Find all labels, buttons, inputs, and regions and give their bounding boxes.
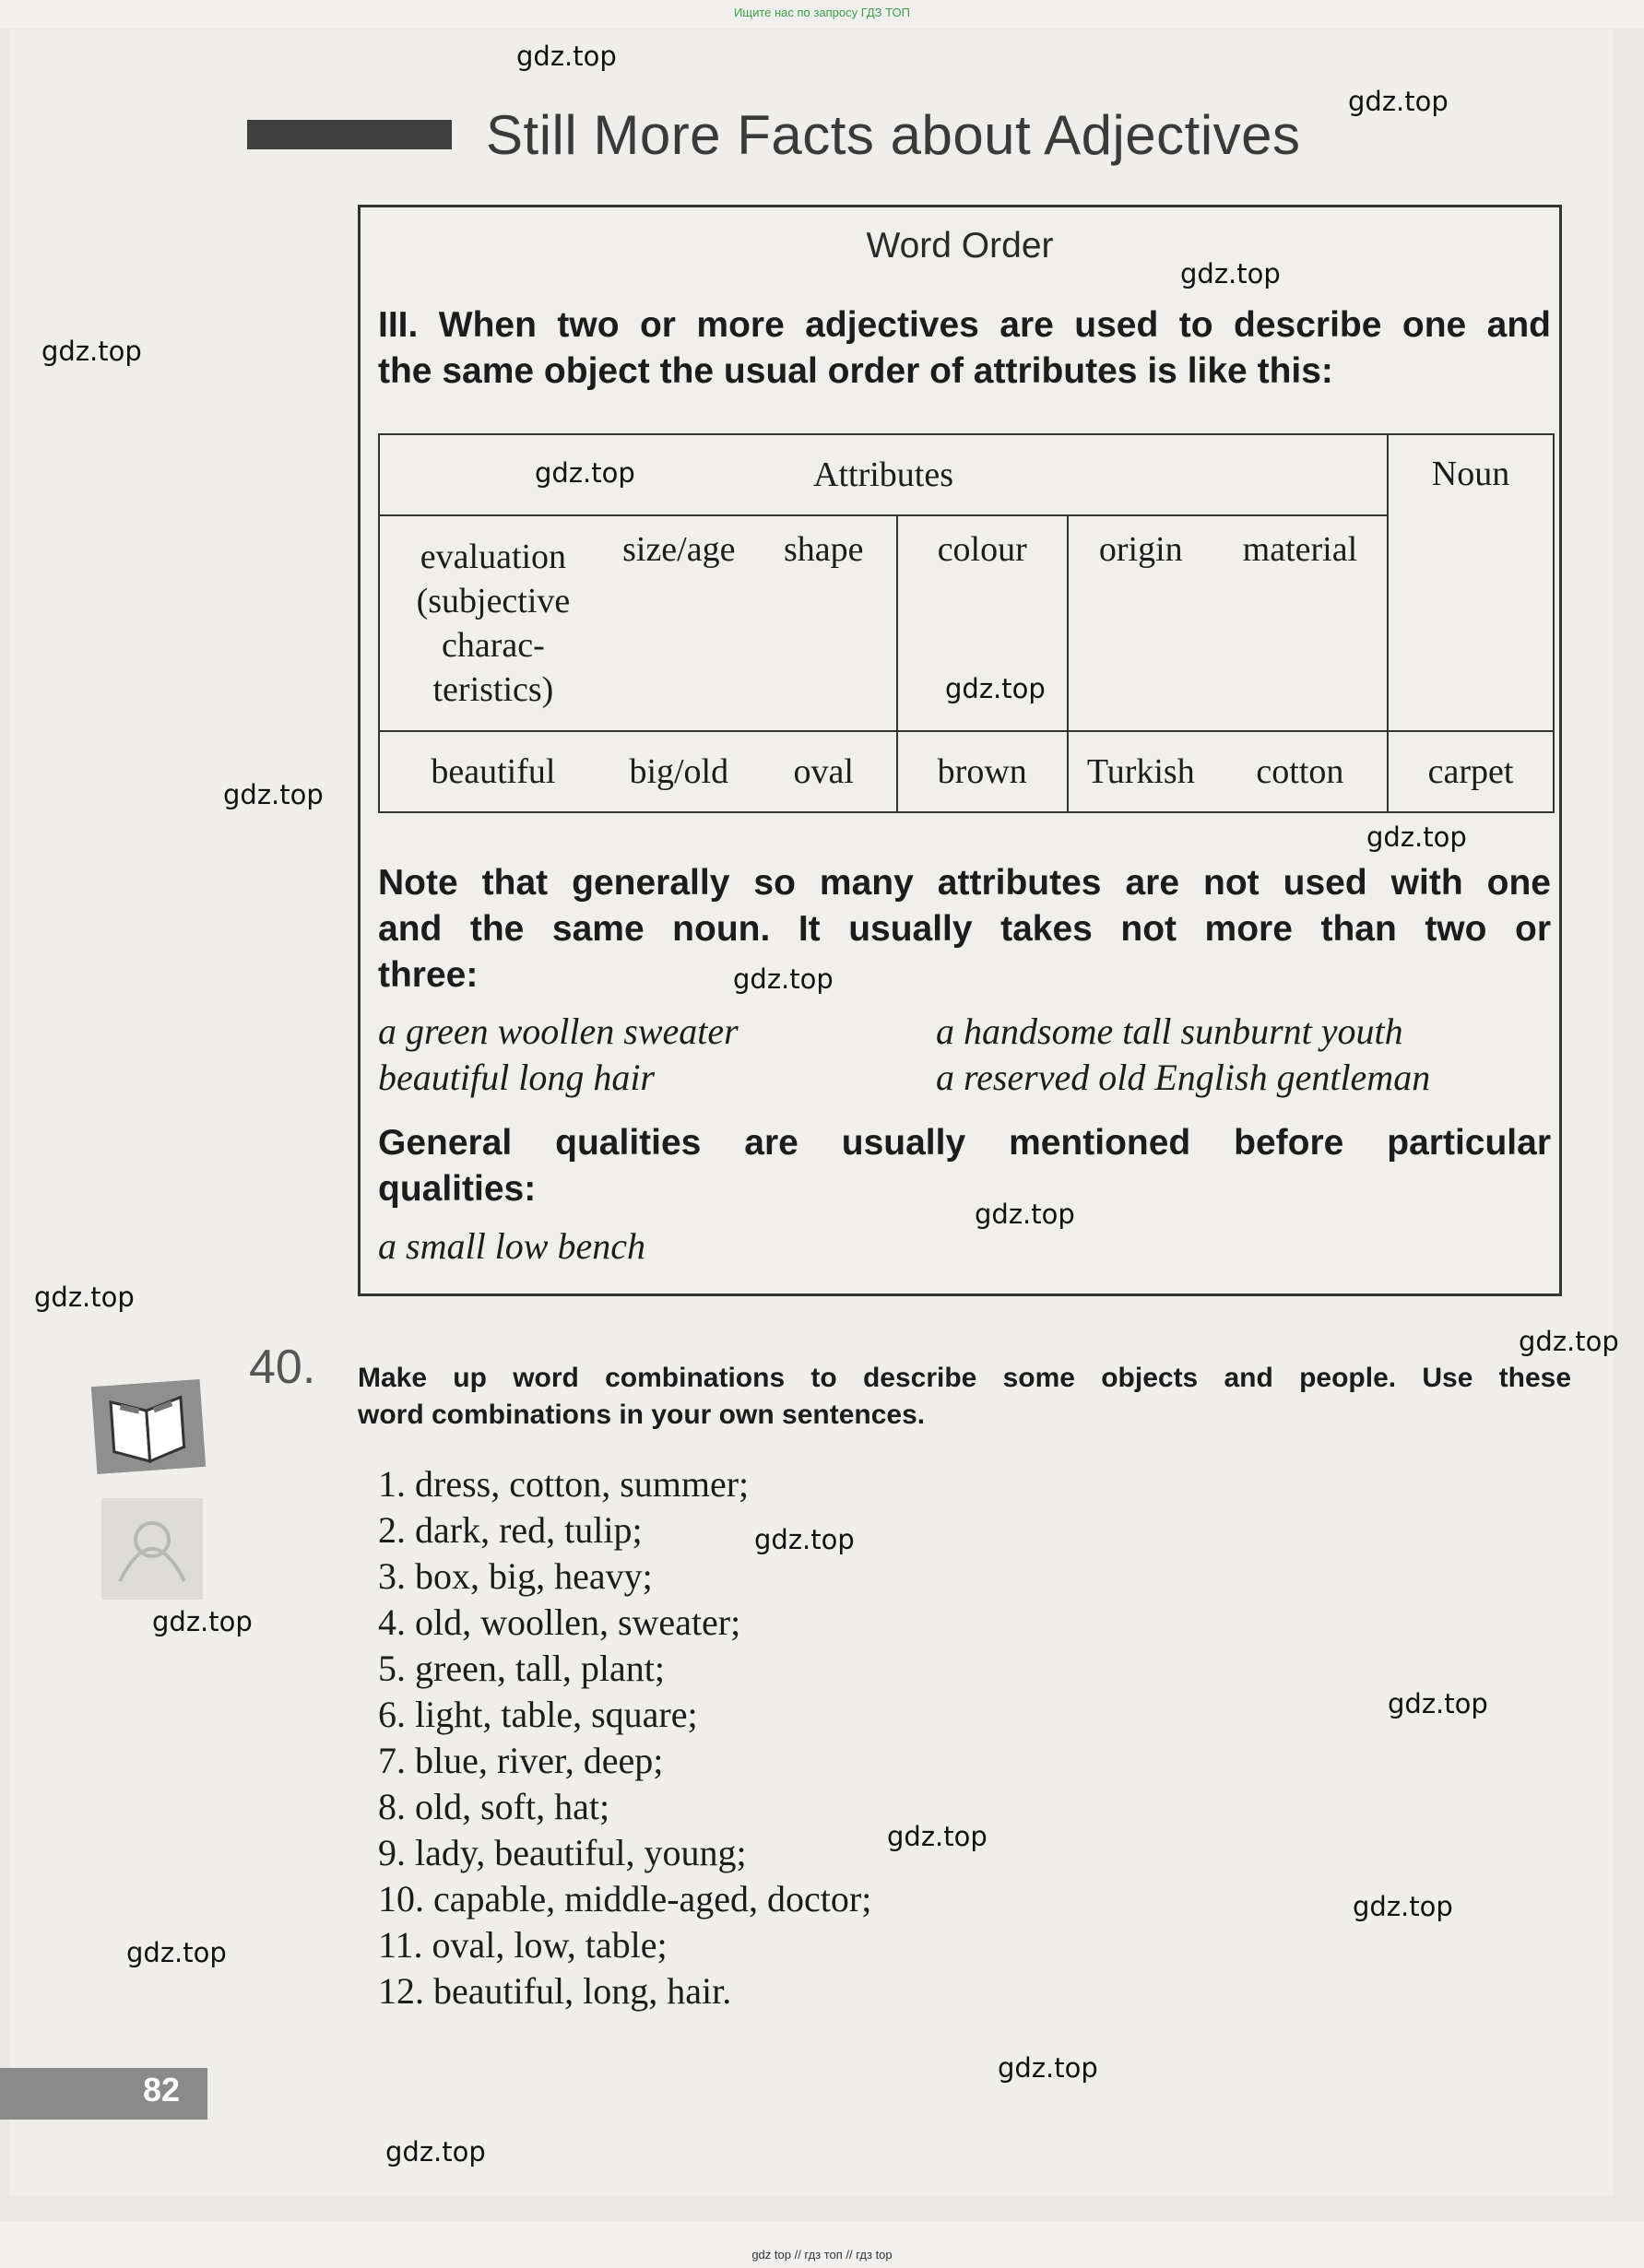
rule-line-1: III. When two or more adjectives are used to describe one and xyxy=(378,305,1551,345)
watermark: gdz.top xyxy=(1366,821,1467,853)
column-material: material xyxy=(1213,515,1388,731)
exercise-item: 2. dark, red, tulip; xyxy=(378,1509,643,1551)
exercise-item: 1. dress, cotton, summer; xyxy=(378,1463,750,1505)
watermark: gdz.top xyxy=(945,673,1046,704)
cell-carpet: carpet xyxy=(1388,731,1554,812)
example-left-1: a green woollen sweater xyxy=(378,1010,739,1052)
flower-icon xyxy=(101,1498,203,1600)
exercise-item: 6. light, table, square; xyxy=(378,1694,698,1735)
example-right-2: a reserved old English gentleman xyxy=(936,1057,1431,1098)
exercise-item: 10. capable, middle-aged, doctor; xyxy=(378,1878,872,1920)
exercise-item: 8. old, soft, hat; xyxy=(378,1786,610,1827)
rule-line-2: the same object the usual order of attributes is like this: xyxy=(378,351,1333,391)
page-title: Still More Facts about Adjectives xyxy=(486,104,1301,166)
watermark: gdz.top xyxy=(126,1937,227,1968)
general-line-2: qualities: xyxy=(378,1169,537,1209)
column-origin: origin xyxy=(1068,515,1213,731)
exercise-number: 40. xyxy=(249,1341,316,1394)
note-line-1: Note that generally so many attributes are not used with one xyxy=(378,863,1551,903)
title-bar-decoration xyxy=(247,120,452,149)
note-line-3: three: xyxy=(378,955,479,995)
watermark: gdz.top xyxy=(998,2052,1098,2084)
exercise-instruction-1: Make up word combinations to describe some objects and people. Use these xyxy=(358,1363,1571,1393)
bottom-banner[interactable]: gdz top // гдз топ // гдз top xyxy=(751,2248,893,2262)
cell-cotton: cotton xyxy=(1213,731,1388,812)
watermark: gdz.top xyxy=(1353,1891,1453,1922)
attributes-table xyxy=(378,433,1555,813)
cell-turkish: Turkish xyxy=(1068,731,1213,812)
exercise-instruction-2: word combinations in your own sentences. xyxy=(358,1400,926,1430)
cell-big-old: big/old xyxy=(607,731,751,812)
page-number: 82 xyxy=(143,2071,181,2109)
exercise-item: 7. blue, river, deep; xyxy=(378,1740,664,1781)
noun-header: Noun xyxy=(1388,434,1554,731)
watermark: gdz.top xyxy=(887,1821,988,1852)
watermark: gdz.top xyxy=(1348,86,1449,117)
column-shape: shape xyxy=(751,515,897,731)
watermark: gdz.top xyxy=(385,2136,486,2168)
exercise-item: 3. box, big, heavy; xyxy=(378,1555,653,1597)
column-size-age: size/age xyxy=(607,515,751,731)
column-evaluation: evaluation (subjective charac- teristics) xyxy=(379,515,607,731)
note-line-2: and the same noun. It usually takes not more than two or xyxy=(378,909,1551,949)
box-heading: Word Order xyxy=(866,226,1054,266)
watermark: gdz.top xyxy=(223,779,324,810)
example-left-2: beautiful long hair xyxy=(378,1057,655,1098)
exercise-item: 4. old, woollen, sweater; xyxy=(378,1601,741,1643)
general-line-1: General qualities are usually mentioned before particular xyxy=(378,1123,1551,1163)
example-right-1: a handsome tall sunburnt youth xyxy=(936,1010,1403,1052)
column-colour: colour xyxy=(897,515,1068,731)
cell-brown: brown xyxy=(897,731,1068,812)
watermark: gdz.top xyxy=(516,41,617,72)
watermark: gdz.top xyxy=(535,457,635,489)
general-example: a small low bench xyxy=(378,1225,645,1267)
watermark: gdz.top xyxy=(41,336,142,367)
watermark: gdz.top xyxy=(1519,1326,1619,1357)
exercise-item: 12. beautiful, long, hair. xyxy=(378,1970,732,2012)
watermark: gdz.top xyxy=(975,1199,1075,1230)
exercise-item: 11. oval, low, table; xyxy=(378,1924,668,1966)
attributes-header: Attributes xyxy=(379,434,1388,515)
watermark: gdz.top xyxy=(152,1606,253,1637)
cell-beautiful: beautiful xyxy=(379,731,607,812)
watermark: gdz.top xyxy=(733,963,834,995)
watermark: gdz.top xyxy=(1180,258,1281,289)
book-icon xyxy=(91,1379,206,1474)
exercise-item: 5. green, tall, plant; xyxy=(378,1648,666,1689)
watermark: gdz.top xyxy=(1388,1688,1488,1719)
watermark: gdz.top xyxy=(34,1282,135,1313)
top-banner[interactable]: Ищите нас по запросу ГДЗ ТОП xyxy=(734,6,910,19)
exercise-item: 9. lady, beautiful, young; xyxy=(378,1832,747,1873)
watermark: gdz.top xyxy=(754,1524,855,1555)
cell-oval: oval xyxy=(751,731,897,812)
